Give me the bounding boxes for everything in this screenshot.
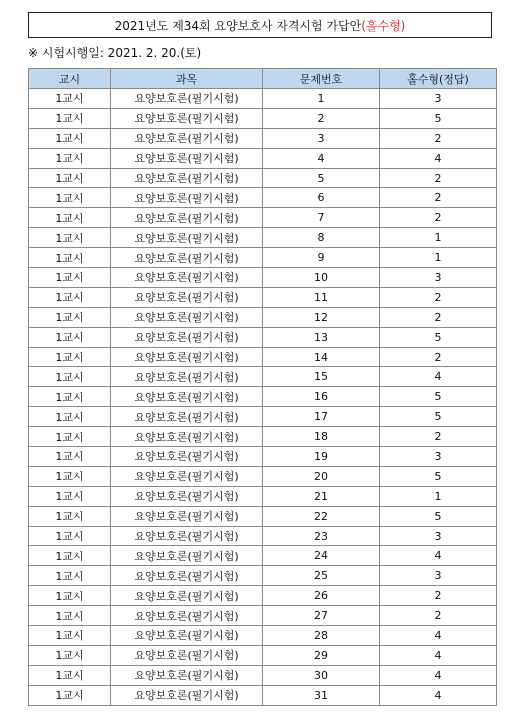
table-row	[29, 387, 497, 407]
cell-subject: 요양보호론(필기시험)	[111, 546, 263, 566]
cell-period: 1교시	[29, 148, 111, 168]
title-variant-label: (홀수형)	[361, 18, 406, 33]
column-header-subject: 과목	[111, 69, 263, 89]
cell-question-number: 18	[263, 427, 380, 447]
cell-question-number: 30	[263, 665, 380, 685]
cell-period: 1교시	[29, 645, 111, 665]
cell-answer: 1	[380, 486, 497, 506]
table-row	[29, 287, 497, 307]
cell-period: 1교시	[29, 168, 111, 188]
table-row	[29, 188, 497, 208]
cell-period: 1교시	[29, 307, 111, 327]
cell-answer: 4	[380, 665, 497, 685]
cell-period: 1교시	[29, 128, 111, 148]
cell-subject: 요양보호론(필기시험)	[111, 626, 263, 646]
cell-question-number: 29	[263, 645, 380, 665]
cell-period: 1교시	[29, 606, 111, 626]
document-title	[28, 12, 492, 38]
cell-period: 1교시	[29, 248, 111, 268]
cell-subject: 요양보호론(필기시험)	[111, 526, 263, 546]
cell-subject: 요양보호론(필기시험)	[111, 287, 263, 307]
cell-answer: 3	[380, 268, 497, 288]
cell-answer: 4	[380, 148, 497, 168]
cell-answer: 5	[380, 387, 497, 407]
table-row	[29, 486, 497, 506]
cell-period: 1교시	[29, 367, 111, 387]
cell-answer: 2	[380, 208, 497, 228]
cell-subject: 요양보호론(필기시험)	[111, 606, 263, 626]
cell-period: 1교시	[29, 387, 111, 407]
cell-subject: 요양보호론(필기시험)	[111, 168, 263, 188]
cell-answer: 5	[380, 466, 497, 486]
cell-subject: 요양보호론(필기시험)	[111, 108, 263, 128]
cell-answer: 5	[380, 327, 497, 347]
cell-answer: 2	[380, 307, 497, 327]
cell-subject: 요양보호론(필기시험)	[111, 427, 263, 447]
table-row	[29, 526, 497, 546]
table-row	[29, 307, 497, 327]
table-row	[29, 665, 497, 685]
cell-answer: 5	[380, 506, 497, 526]
cell-period: 1교시	[29, 89, 111, 109]
cell-question-number: 25	[263, 566, 380, 586]
cell-question-number: 7	[263, 208, 380, 228]
cell-answer: 2	[380, 586, 497, 606]
cell-question-number: 3	[263, 128, 380, 148]
cell-subject: 요양보호론(필기시험)	[111, 188, 263, 208]
column-header-question-number: 문제번호	[263, 69, 380, 89]
table-row	[29, 268, 497, 288]
cell-question-number: 27	[263, 606, 380, 626]
table-body	[29, 89, 497, 706]
table-row	[29, 248, 497, 268]
cell-subject: 요양보호론(필기시험)	[111, 268, 263, 288]
cell-answer: 2	[380, 606, 497, 626]
cell-question-number: 5	[263, 168, 380, 188]
cell-question-number: 14	[263, 347, 380, 367]
column-header-period: 교시	[29, 69, 111, 89]
cell-period: 1교시	[29, 108, 111, 128]
cell-period: 1교시	[29, 665, 111, 685]
cell-subject: 요양보호론(필기시험)	[111, 506, 263, 526]
cell-subject: 요양보호론(필기시험)	[111, 148, 263, 168]
cell-question-number: 24	[263, 546, 380, 566]
cell-period: 1교시	[29, 506, 111, 526]
cell-subject: 요양보호론(필기시험)	[111, 208, 263, 228]
cell-answer: 2	[380, 128, 497, 148]
cell-answer: 3	[380, 447, 497, 467]
cell-subject: 요양보호론(필기시험)	[111, 387, 263, 407]
cell-question-number: 1	[263, 89, 380, 109]
cell-subject: 요양보호론(필기시험)	[111, 447, 263, 467]
cell-answer: 4	[380, 546, 497, 566]
cell-question-number: 6	[263, 188, 380, 208]
cell-question-number: 4	[263, 148, 380, 168]
cell-period: 1교시	[29, 268, 111, 288]
cell-answer: 4	[380, 645, 497, 665]
column-header-answer: 홀수형(정답)	[380, 69, 497, 89]
cell-answer: 3	[380, 566, 497, 586]
table-header-row	[29, 69, 497, 89]
cell-subject: 요양보호론(필기시험)	[111, 566, 263, 586]
cell-period: 1교시	[29, 486, 111, 506]
table-row	[29, 506, 497, 526]
cell-question-number: 16	[263, 387, 380, 407]
table-row	[29, 347, 497, 367]
cell-subject: 요양보호론(필기시험)	[111, 367, 263, 387]
cell-subject: 요양보호론(필기시험)	[111, 645, 263, 665]
cell-question-number: 13	[263, 327, 380, 347]
table-row	[29, 89, 497, 109]
cell-subject: 요양보호론(필기시험)	[111, 89, 263, 109]
cell-answer: 4	[380, 685, 497, 705]
cell-question-number: 28	[263, 626, 380, 646]
cell-period: 1교시	[29, 188, 111, 208]
cell-question-number: 17	[263, 407, 380, 427]
cell-subject: 요양보호론(필기시험)	[111, 248, 263, 268]
table-row	[29, 466, 497, 486]
table-row	[29, 626, 497, 646]
table-row	[29, 427, 497, 447]
cell-subject: 요양보호론(필기시험)	[111, 466, 263, 486]
exam-date: ※ 시험시행일: 2021. 2. 20.(토)	[28, 46, 202, 60]
table-row	[29, 128, 497, 148]
cell-period: 1교시	[29, 407, 111, 427]
cell-subject: 요양보호론(필기시험)	[111, 327, 263, 347]
cell-period: 1교시	[29, 586, 111, 606]
table-row	[29, 327, 497, 347]
table-row	[29, 645, 497, 665]
cell-subject: 요양보호론(필기시험)	[111, 228, 263, 248]
table-row	[29, 108, 497, 128]
cell-subject: 요양보호론(필기시험)	[111, 128, 263, 148]
cell-period: 1교시	[29, 526, 111, 546]
cell-subject: 요양보호론(필기시험)	[111, 586, 263, 606]
cell-period: 1교시	[29, 287, 111, 307]
cell-period: 1교시	[29, 228, 111, 248]
cell-period: 1교시	[29, 626, 111, 646]
cell-answer: 2	[380, 168, 497, 188]
cell-answer: 2	[380, 188, 497, 208]
table-row	[29, 546, 497, 566]
cell-period: 1교시	[29, 466, 111, 486]
table-row	[29, 407, 497, 427]
cell-answer: 2	[380, 427, 497, 447]
cell-question-number: 21	[263, 486, 380, 506]
table-row	[29, 148, 497, 168]
cell-question-number: 9	[263, 248, 380, 268]
cell-answer: 2	[380, 347, 497, 367]
cell-subject: 요양보호론(필기시험)	[111, 685, 263, 705]
cell-period: 1교시	[29, 685, 111, 705]
title-main: 2021년도 제34회 요양보호사 자격시험 가답안	[114, 18, 362, 33]
cell-answer: 1	[380, 248, 497, 268]
cell-period: 1교시	[29, 327, 111, 347]
answer-table	[28, 68, 497, 706]
cell-question-number: 26	[263, 586, 380, 606]
cell-question-number: 2	[263, 108, 380, 128]
cell-answer: 3	[380, 526, 497, 546]
table-row	[29, 606, 497, 626]
table-row	[29, 566, 497, 586]
cell-answer: 5	[380, 108, 497, 128]
cell-answer: 3	[380, 89, 497, 109]
cell-question-number: 22	[263, 506, 380, 526]
cell-question-number: 31	[263, 685, 380, 705]
cell-question-number: 8	[263, 228, 380, 248]
cell-subject: 요양보호론(필기시험)	[111, 486, 263, 506]
table-row	[29, 208, 497, 228]
cell-question-number: 12	[263, 307, 380, 327]
cell-period: 1교시	[29, 566, 111, 586]
cell-question-number: 11	[263, 287, 380, 307]
cell-question-number: 19	[263, 447, 380, 467]
cell-answer: 4	[380, 367, 497, 387]
cell-subject: 요양보호론(필기시험)	[111, 407, 263, 427]
cell-period: 1교시	[29, 546, 111, 566]
cell-period: 1교시	[29, 208, 111, 228]
cell-question-number: 23	[263, 526, 380, 546]
table-row	[29, 586, 497, 606]
cell-subject: 요양보호론(필기시험)	[111, 307, 263, 327]
cell-answer: 2	[380, 287, 497, 307]
cell-answer: 1	[380, 228, 497, 248]
table-row	[29, 685, 497, 705]
cell-period: 1교시	[29, 347, 111, 367]
cell-answer: 4	[380, 626, 497, 646]
cell-question-number: 15	[263, 367, 380, 387]
cell-question-number: 20	[263, 466, 380, 486]
table-row	[29, 228, 497, 248]
cell-period: 1교시	[29, 427, 111, 447]
cell-subject: 요양보호론(필기시험)	[111, 665, 263, 685]
table-row	[29, 367, 497, 387]
cell-answer: 5	[380, 407, 497, 427]
cell-subject: 요양보호론(필기시험)	[111, 347, 263, 367]
cell-period: 1교시	[29, 447, 111, 467]
cell-question-number: 10	[263, 268, 380, 288]
table-row	[29, 447, 497, 467]
table-row	[29, 168, 497, 188]
